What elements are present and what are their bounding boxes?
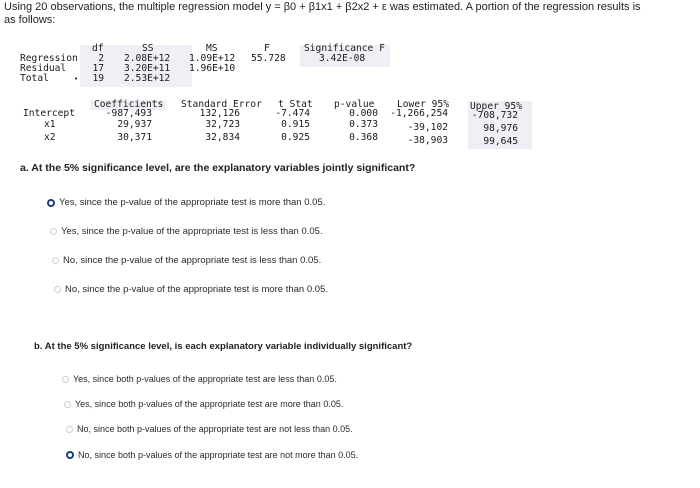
- coef-row-pvalue: 0.368: [349, 132, 378, 143]
- coef-row-lower95: -39,102: [407, 122, 448, 133]
- question-a-text: At the 5% significance level, are the explanatory variables jointly significant?: [31, 162, 416, 174]
- anova-row-f: 55.728: [251, 53, 286, 64]
- radio-unselected-icon[interactable]: [50, 228, 57, 235]
- anova-row-ss: 3.20E+11: [124, 63, 171, 74]
- question-a-label: a.: [20, 162, 29, 174]
- coef-row-label: x1: [44, 119, 56, 130]
- anova-row-ms: 1.09E+12: [189, 53, 236, 64]
- anova-header-ms: MS: [206, 43, 218, 54]
- coef-header-lower95: Lower 95%: [397, 99, 449, 110]
- intro-line-2: as follows:: [4, 14, 56, 26]
- coef-row-stderr: 32,834: [205, 132, 240, 143]
- radio-selected-icon[interactable]: [66, 451, 74, 459]
- coef-row-tstat: 0.915: [281, 119, 310, 130]
- radio-unselected-icon[interactable]: [64, 401, 71, 408]
- coef-row-pvalue: 0.373: [349, 119, 378, 130]
- option-label: No, since the p-value of the appropriate test is more than 0.05.: [65, 284, 328, 295]
- coef-row-stderr: 32,723: [205, 119, 240, 130]
- option-label: No, since both p-values of the appropriate test are not less than 0.05.: [77, 424, 353, 434]
- radio-unselected-icon[interactable]: [62, 376, 69, 383]
- option-label: Yes, since the p-value of the appropriate test is less than 0.05.: [61, 226, 323, 237]
- coef-row-label: x2: [44, 132, 56, 143]
- anova-row-df: 2: [98, 53, 104, 64]
- option-label: Yes, since both p-values of the appropriate test are more than 0.05.: [75, 399, 344, 409]
- coef-row-lower95: -1,266,254: [390, 108, 448, 119]
- radio-selected-icon[interactable]: [47, 199, 55, 207]
- anova-row-df: 17: [92, 63, 104, 74]
- bullet-dot-icon: •: [74, 75, 79, 83]
- coef-row-coefficient: -987,493: [105, 108, 152, 119]
- coef-header-stderr: Standard Error: [181, 99, 262, 110]
- option-label: Yes, since both p-values of the appropriate test are less than 0.05.: [73, 374, 337, 384]
- anova-header-df: df: [92, 43, 104, 54]
- coef-header-tstat: t Stat: [278, 99, 313, 110]
- question-b-label: b.: [34, 341, 43, 352]
- question-a-option-3[interactable]: [52, 255, 321, 266]
- intro-line-1: Using 20 observations, the multiple regression model y = β0 + β1x1 + β2x2 + ε was estimated. A portion of the regression results is: [4, 1, 641, 13]
- radio-unselected-icon[interactable]: [66, 426, 73, 433]
- coef-header-pvalue: p-value: [334, 99, 375, 110]
- question-b: [34, 341, 412, 352]
- question-b-option-4[interactable]: [66, 450, 358, 460]
- anova-row-ss: 2.08E+12: [124, 53, 171, 64]
- coef-row-label: Intercept: [23, 108, 75, 119]
- radio-unselected-icon[interactable]: [54, 286, 61, 293]
- coef-row-stderr: 132,126: [199, 108, 240, 119]
- coef-header-coefficients: Coefficients: [94, 99, 164, 110]
- anova-row-df: 19: [92, 73, 104, 84]
- anova-row-label: Residual: [20, 63, 67, 74]
- question-b-option-2[interactable]: [64, 399, 343, 409]
- coef-row-pvalue: 0.000: [349, 108, 378, 119]
- question-a-option-1[interactable]: [47, 197, 325, 208]
- anova-header-ss: SS: [142, 43, 154, 54]
- coef-row-lower95: -38,903: [407, 135, 448, 146]
- option-label: No, since both p-values of the appropriate test are not more than 0.05.: [78, 450, 359, 460]
- coef-row-coefficient: 30,371: [117, 132, 152, 143]
- option-label: No, since the p-value of the appropriate test is less than 0.05.: [63, 255, 322, 266]
- question-a-option-4[interactable]: [54, 284, 328, 295]
- question-b-option-3[interactable]: [66, 424, 353, 434]
- anova-header-f: F: [264, 43, 270, 54]
- question-a-option-2[interactable]: [50, 226, 323, 237]
- radio-unselected-icon[interactable]: [52, 257, 59, 264]
- coef-row-upper95: -708,732: [471, 110, 518, 121]
- anova-row-label: Total: [20, 73, 49, 84]
- anova-row-label: Regression: [20, 53, 78, 64]
- coef-row-tstat: 0.925: [281, 132, 310, 143]
- anova-row-sigf: 3.42E-08: [319, 53, 366, 64]
- question-a: [20, 162, 415, 174]
- coef-row-coefficient: 29,937: [117, 119, 152, 130]
- coef-row-upper95: 99,645: [483, 136, 518, 147]
- coef-row-upper95: 98,976: [483, 123, 518, 134]
- coef-header-upper95: Upper 95%: [470, 101, 522, 112]
- anova-row-ms: 1.96E+10: [189, 63, 236, 74]
- coef-row-tstat: -7.474: [275, 108, 310, 119]
- anova-row-ss: 2.53E+12: [124, 73, 171, 84]
- option-label: Yes, since the p-value of the appropriate test is more than 0.05.: [59, 197, 326, 208]
- question-b-text: At the 5% significance level, is each explanatory variable individually significant?: [44, 341, 413, 352]
- question-b-option-1[interactable]: [62, 374, 337, 384]
- anova-header-sigf: Significance F: [304, 43, 385, 54]
